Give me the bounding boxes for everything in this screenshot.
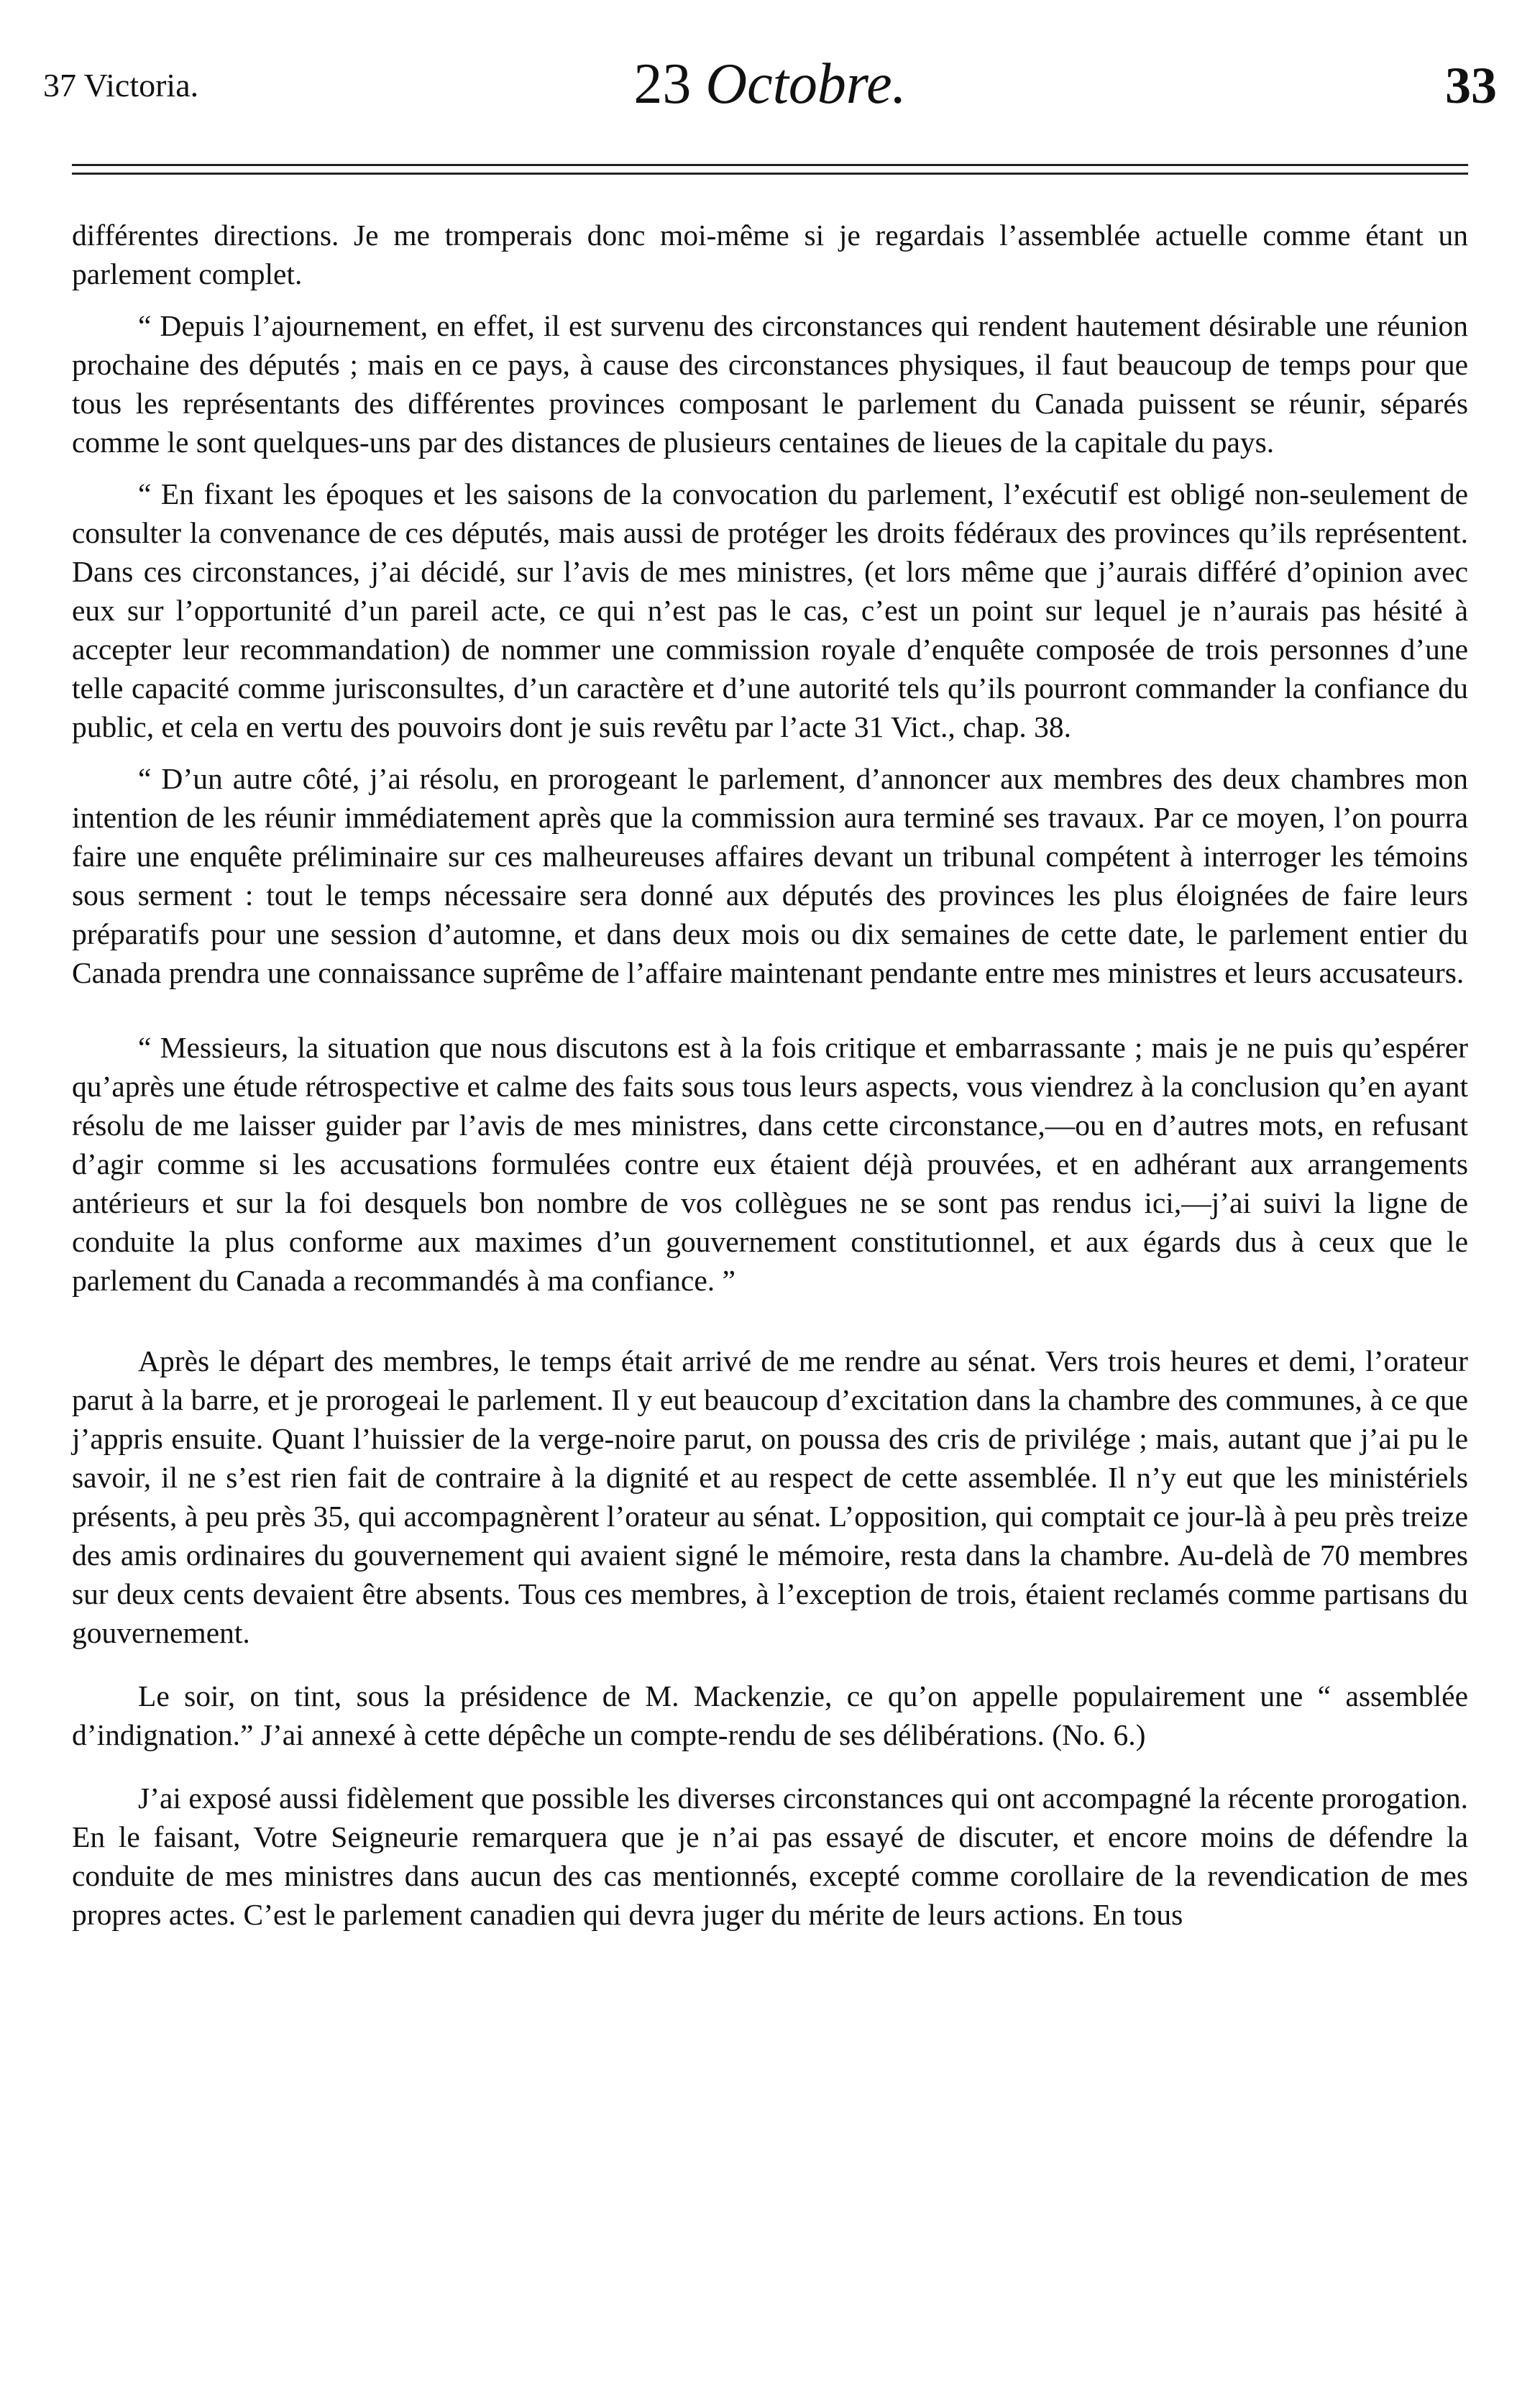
paragraph-quote-situation: “ Messieurs, la situation que nous discutons est à la fois critique et embarrassante ; mais je ne puis qu’espérer qu’après une étude rétrospective et calme des faits sous tous leurs aspects, vous viendrez à la conclusion qu’en ayant résolu de me laisser guider par l’avis de mes ministres, dans cette circonstance,—ou en d’autres mots, en refusant d’agir comme si les accusations formulées contre eux étaient déjà prouvées, et en adhérant aux arrangements antérieurs et sur la foi desquels bon nombre de vos collègues ne se sont pas rendus ici,—j’ai suivi la ligne de conduite la plus conforme aux maximes d’un gouvernement constitutionnel, et aux égards dus à ceux que le parlement du Canada a recommandés à ma confiance. ” [72, 1031, 1468, 1297]
header-date [43, 52, 1497, 117]
header-rule-bottom [72, 173, 1468, 175]
paragraph-quote-adjournment: “ Depuis l’ajournement, en effet, il est survenu des circonstances qui rendent hautement désirable une réunion prochaine des députés ; mais en ce pays, à cause des circonstances physiques, il faut beaucoup de temps pour que tous les représentants des différentes provinces composant le parlement du Canada puissent se réunir, séparés comme le sont quelques-uns par des distances de plusieurs centaines de lieues de la capitale du pays. [72, 309, 1468, 459]
paragraph-continuation: différentes directions. Je me tromperais donc moi-même si je regardais l’assemblée actuelle comme étant un parlement complet. [72, 219, 1468, 290]
header-date-number: 23 [633, 52, 692, 116]
header-rule-top [72, 164, 1468, 166]
page-body [72, 216, 1468, 2365]
header-reign: 37 Victoria. [43, 67, 199, 104]
paragraph-senate: Après le départ des membres, le temps était arrivé de me rendre au sénat. Vers trois heures et demi, l’orateur parut à la barre, et je prorogeai le parlement. Il y eut beaucoup d’excitation dans la chambre des communes, à ce que j’appris ensuite. Quant l’huissier de la verge-noire parut, on poussa des cris de privilége ; mais, autant que j’ai pu le savoir, il ne s’est rien fait de contraire à la dignité et au respect de cette assemblée. Il n’y eut que les ministériels présents, à peu près 35, qui accompagnèrent l’orateur au sénat. L’opposition, qui comptait ce jour-là à peu près treize des amis ordinaires du gouvernement qui avaient signé le mémoire, resta dans la chambre. Au-delà de 70 membres sur deux cents devaient être absents. Tous ces membres, à l’exception de trois, étaient reclamés comme partisans du gouvernement. [72, 1344, 1468, 1649]
paragraph-quote-commission: “ En fixant les époques et les saisons de la convocation du parlement, l’exécutif est obligé non-seulement de consulter la convenance de ces députés, mais aussi de protéger les droits fédéraux des provinces qu’ils représentent. Dans ces circonstances, j’ai décidé, sur l’avis de mes ministres, (et lors même que j’aurais différé d’opinion avec eux sur l’opportunité d’un pareil acte, ce qui n’est pas le cas, c’est un point sur lequel je n’aurais pas hésité à accepter leur recommandation) de nommer une commission royale d’enquête composée de trois personnes d’une telle capacité comme jurisconsultes, d’un caractère et d’une autorité tels qu’ils pourront commander la confiance du public, et cela en vertu des pouvoirs dont je suis revêtu par l’acte 31 Vict., chap. 38. [72, 477, 1468, 743]
header-date-month: Octobre. [705, 52, 907, 116]
paragraph-evening-meeting: Le soir, on tint, sous la présidence de M. Mackenzie, ce qu’on appelle populairement une “ assemblée d’indignation.” J’ai annexé à cette dépêche un compte-rendu de ses délibérations. (No. 6.) [72, 1679, 1468, 1751]
paragraph-conclusion: J’ai exposé aussi fidèlement que possible les diverses circonstances qui ont accompagné la récente prorogation. En le faisant, Votre Seigneurie remarquera que je n’ai pas essayé de discuter, et encore moins de défendre la conduite de mes ministres dans aucun des cas mentionnés, excepté comme corollaire de la revendication de mes propres actes. C’est le parlement canadien qui devra juger du mérite de leurs actions. En tous [72, 1781, 1468, 1931]
paragraph-quote-prorogation: “ D’un autre côté, j’ai résolu, en prorogeant le parlement, d’annoncer aux membres des deux chambres mon intention de les réunir immédiatement après que la commission aura terminé ses travaux. Par ce moyen, l’on pourra faire une enquête préliminaire sur ces malheureuses affaires devant un tribunal compétent à interroger les témoins sous serment : tout le temps nécessaire sera donné aux députés des provinces les plus éloignées de faire leurs préparatifs pour une session d’automne, et dans deux mois ou dix semaines de cette date, le parlement entier du Canada prendra une connaissance suprême de l’affaire maintenant pendante entre mes ministres et leurs accusateurs. [72, 762, 1468, 989]
page-header [43, 52, 1497, 131]
page-number: 33 [1445, 57, 1497, 114]
